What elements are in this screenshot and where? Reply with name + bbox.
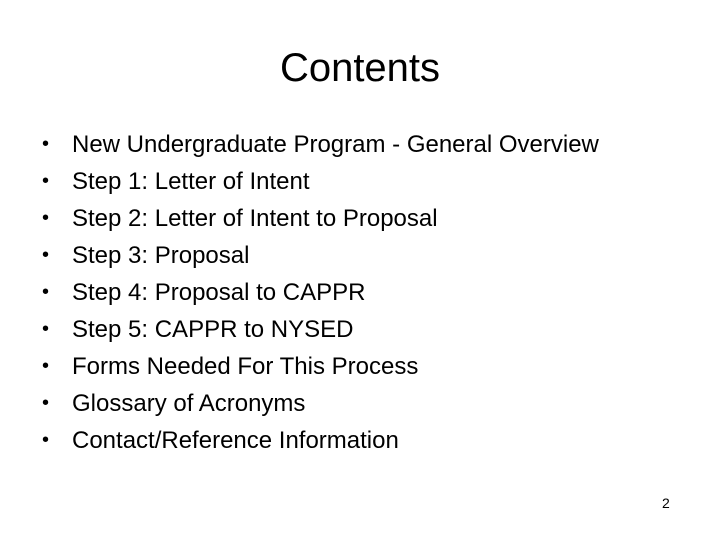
bullet-icon: • <box>42 170 50 192</box>
page-number: 2 <box>662 495 670 511</box>
list-item-text: Step 2: Letter of Intent to Proposal <box>72 205 438 232</box>
list-item-text: Contact/Reference Information <box>72 427 399 454</box>
list-item-text: Step 3: Proposal <box>72 242 250 269</box>
bullet-icon: • <box>42 244 50 266</box>
bullet-icon: • <box>42 355 50 377</box>
bullet-icon: • <box>42 429 50 451</box>
list-item-text: Forms Needed For This Process <box>72 353 419 380</box>
bullet-icon: • <box>42 318 50 340</box>
list-item-text: Step 4: Proposal to CAPPR <box>72 279 366 306</box>
slide-title: Contents <box>279 46 441 90</box>
bullet-icon: • <box>42 281 50 303</box>
bullet-icon: • <box>42 133 50 155</box>
bullet-icon: • <box>42 392 50 414</box>
bullet-icon: • <box>42 207 50 229</box>
list-item-text: Step 5: CAPPR to NYSED <box>72 316 354 343</box>
list-item-text: Glossary of Acronyms <box>72 390 306 417</box>
list-item-text: Step 1: Letter of Intent <box>72 168 310 195</box>
list-item-text: New Undergraduate Program - General Overview <box>72 131 599 158</box>
